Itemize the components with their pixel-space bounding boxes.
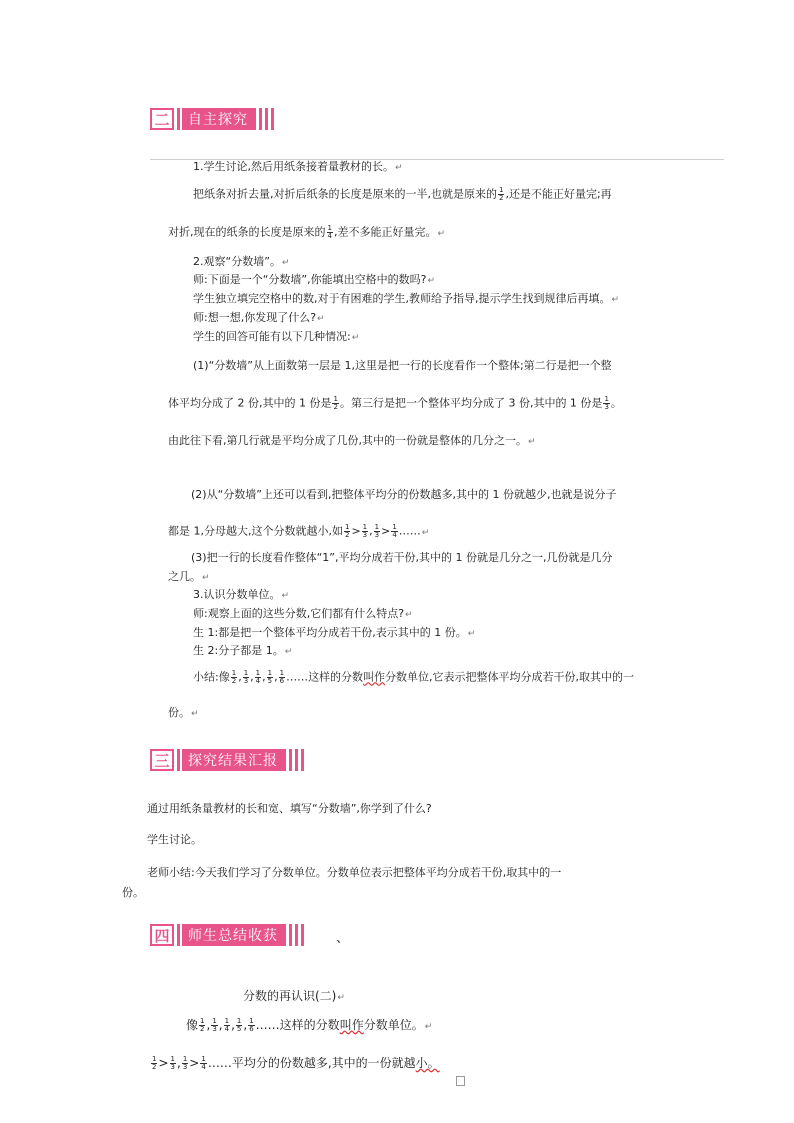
banner-bar (177, 108, 180, 130)
paragraph: 生 1:都是把一个整体平均分成若干份,表示其中的 1 份。↵ (193, 626, 476, 639)
section-title: 师生总结收获 (182, 924, 286, 946)
paragraph: (1)“分数墙”从上面数第一层是 1,这里是把一行的长度看作一个整体;第二行是把一个整 (193, 359, 612, 372)
section-header-explore (150, 108, 277, 130)
paragraph: 师:想一想,你发现了什么?↵ (193, 311, 325, 324)
section-number: 三 (150, 749, 174, 771)
paragraph: 对折,现在的纸条的长度是原来的 $\frac{1}{4}$ ,差不多能正好量完。↵ (168, 224, 446, 240)
paragraph: 3.认识分数单位。↵ (193, 588, 290, 601)
paragraph: 老师小结:今天我们学习了分数单位。分数单位表示把整体平均分成若干份,取其中的一 (147, 866, 562, 879)
paragraph: 学生的回答可能有以下几种情况:↵ (193, 330, 360, 343)
section-header-summary (150, 924, 307, 946)
paragraph: 通过用纸条量教材的长和宽、填写“分数墙”,你学到了什么? (147, 802, 432, 815)
section-title: 探究结果汇报 (182, 749, 286, 771)
paragraph: 之几。↵ (168, 570, 210, 583)
paragraph: (3)把一行的长度看作整体“1”,平均分成若干份,其中的 1 份就是几分之一,几份就是几分 (191, 551, 613, 564)
fraction-third: $\frac{1}{3}$ (604, 395, 609, 411)
section-title: 自主探究 (182, 108, 256, 130)
paragraph: 小结:像 $\frac{1}{2}$ , $\frac{1}{3}$ , $\frac{1}{4}$ , $\frac{1}{5}$ , $\frac{1}{6}$ ……这样的分数叫作分数单位,它表示把整体平均分成若干份,取其中的一 (193, 669, 635, 685)
paragraph: 体平均分成了 2 份,其中的 1 份是 $\frac{1}{2}$ 。第三行是把一个整体平均分成了 3 份,其中的 1 份是 $\frac{1}{3}$ 。 (168, 395, 622, 411)
paragraph: 2.观察“分数墙”。↵ (193, 255, 290, 268)
board-title: 分数的再认识(二)↵ (243, 989, 345, 1003)
section-number: 二 (150, 108, 174, 130)
paragraph: 1.学生讨论,然后用纸条接着量教材的长。↵ (193, 160, 403, 173)
paragraph: 份。↵ (168, 706, 199, 719)
fraction-quarter: $\frac{1}{4}$ (327, 224, 332, 240)
banner-tail: 、 (336, 931, 350, 946)
fraction-half: $\frac{1}{2}$ (333, 395, 338, 411)
fraction-half: $\frac{1}{2}$ (499, 186, 504, 202)
section-header-report (150, 749, 307, 771)
paragraph: 把纸条对折去量,对折后纸条的长度是原来的一半,也就是原来的 $\frac{1}{2}$ ,还是不能正好量完;再 (193, 186, 612, 202)
paragraph: 学生讨论。 (147, 833, 202, 846)
board-line: $\frac{1}{2}$ > $\frac{1}{3}$ , $\frac{1}{3}$ > $\frac{1}{4}$ ……平均分的份数越多,其中的一份就越小。 (152, 1055, 440, 1071)
paragraph: 份。 (122, 886, 144, 899)
paragraph: 师:观察上面的这些分数,它们都有什么特点?↵ (193, 607, 413, 620)
section-number: 四 (150, 924, 174, 946)
paragraph: 都是 1,分母越大,这个分数就越小,如 $\frac{1}{2}$ > $\frac{1}{3}$ , $\frac{1}{3}$ > $\frac{1}{4}$ ……↵ (168, 523, 430, 539)
paragraph: 师:下面是一个“分数墙”,你能填出空格中的数吗?↵ (193, 273, 435, 286)
paragraph: 由此往下看,第几行就是平均分成了几份,其中的一份就是整体的几分之一。↵ (168, 434, 536, 447)
board-line: 像 $\frac{1}{2}$ , $\frac{1}{3}$ , $\frac{1}{4}$ , $\frac{1}{5}$ , $\frac{1}{6}$ ……这样的分数叫作分数单位。↵ (186, 1017, 433, 1033)
banner-stripes (259, 108, 277, 130)
paragraph: 学生独立填完空格中的数,对于有困难的学生,教师给予指导,提示学生找到规律后再填。↵ (193, 292, 620, 305)
paragraph: 生 2:分子都是 1。↵ (193, 644, 293, 657)
anchor-box (456, 1076, 465, 1086)
paragraph: (2)从“分数墙”上还可以看到,把整体平均分的份数越多,其中的 1 份就越少,也就是说分子 (191, 488, 617, 501)
return-mark: ↵ (395, 163, 403, 173)
